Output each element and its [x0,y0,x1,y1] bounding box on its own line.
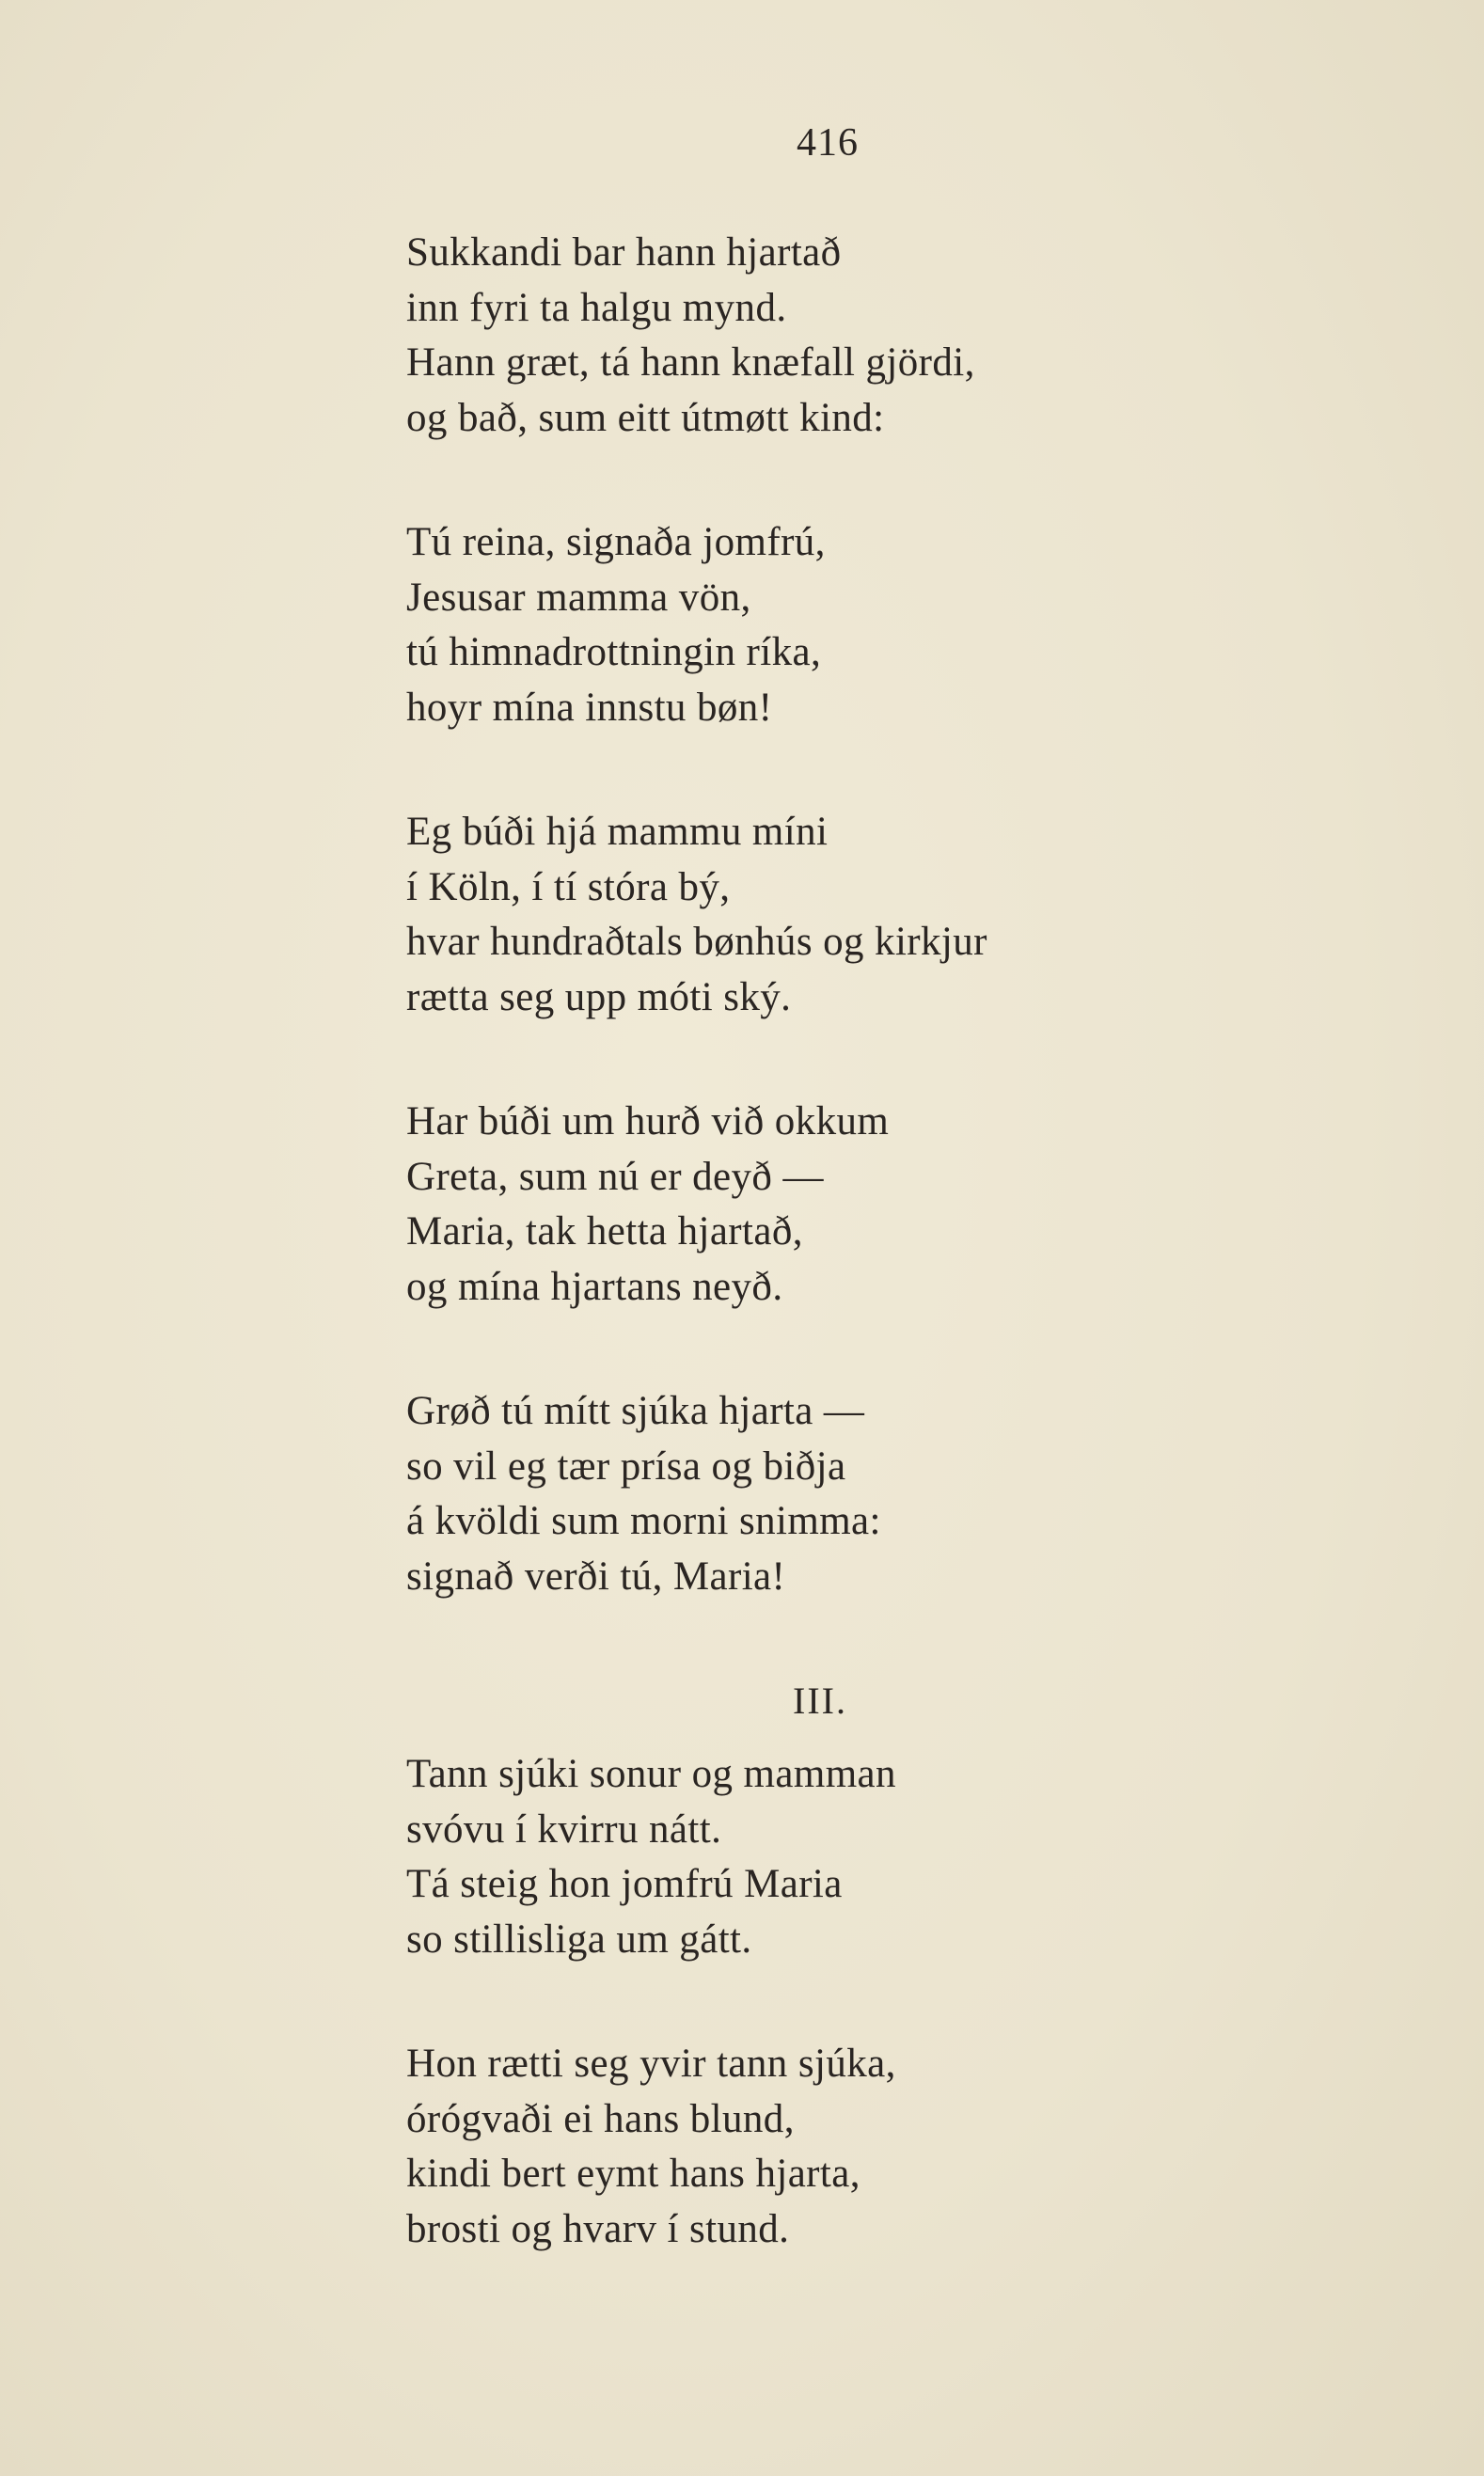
verse-line: hoyr mína innstu bøn! [406,685,773,730]
verse-line: Tann sjúki sonur og mamman [406,1752,896,1796]
verse-line: og bað, sum eitt útmøtt kind: [406,395,885,440]
verse-line: og mína hjartans neyð. [406,1264,783,1309]
verse-line: í Köln, í tí stóra bý, [406,864,731,909]
verse-line: Tú reina, signaða jomfrú, [406,520,826,564]
verse-line: hvar hundraðtals bønhús og kirkjur [406,920,987,964]
stanza [406,1095,1253,1315]
verse-line: tú himnadrottningin ríka, [406,630,822,674]
verse-line: Tá steig hon jomfrú Maria [406,1862,843,1906]
verse-line: brosti og hvarv í stund. [406,2206,790,2251]
poem-body [406,226,1253,2326]
stanza [406,1384,1253,1604]
verse-line: Greta, sum nú er deyð — [406,1154,824,1199]
verse-line: Grøð tú mítt sjúka hjarta — [406,1389,865,1433]
verse-line: rætta seg upp móti ský. [406,974,792,1019]
stanza [406,226,1253,446]
verse-line: kindi bert eymt hans hjarta, [406,2152,860,2196]
verse-line: Hon rætti seg yvir tann sjúka, [406,2042,896,2086]
verse-line: Jesusar mamma vön, [406,575,751,620]
verse-line: so stillisliga um gátt. [406,1916,752,1962]
stanza [406,515,1253,735]
verse-line: Maria, tak hetta hjartað, [406,1209,803,1254]
section-heading: III. [793,1680,847,1722]
verse-line: Eg búði hjá mammu míni [406,810,829,854]
verse-line: svóvu í kvirru nátt. [406,1806,722,1852]
verse-line: órógvaði ei hans blund, [406,2096,795,2141]
verse-line: inn fyri ta halgu mynd. [406,285,787,330]
verse-line: Hann græt, tá hann knæfall gjördi, [406,340,975,385]
stanza [406,805,1253,1025]
stanza [406,1747,1253,1967]
verse-line: á kvöldi sum morni snimma: [406,1499,881,1543]
verse-line: Har búði um hurð við okkum [406,1099,890,1143]
verse-line: signað verði tú, Maria! [406,1553,786,1599]
verse-line: so vil eg tær prísa og biðja [406,1443,846,1489]
verse-line: Sukkandi bar hann hjartað [406,230,842,275]
page-number: 416 [797,121,859,165]
stanza [406,2037,1253,2257]
